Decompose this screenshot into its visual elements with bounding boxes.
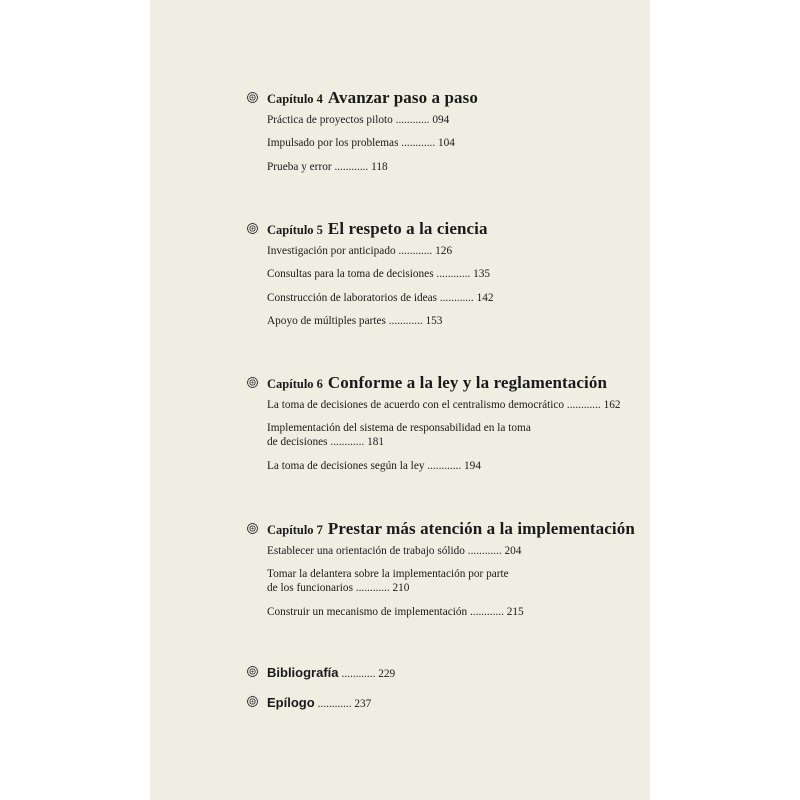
chapter-heading (246, 88, 646, 110)
chapter-4 (246, 88, 646, 183)
chapter-heading (246, 373, 646, 395)
chapter-heading (246, 519, 646, 541)
extra-page: ............ 237 (317, 698, 372, 710)
chapter-title: Prestar más atención a la implementación (327, 519, 635, 538)
chapter-label: Capítulo 5 (267, 223, 323, 237)
entry-line: de los funcionarios ............ 210 (267, 582, 410, 595)
chapter-title: El respeto a la ciencia (327, 219, 488, 238)
entry-list (267, 544, 646, 619)
chapter-label: Capítulo 6 (267, 377, 323, 391)
toc-entry[interactable]: Prueba y error ............ 118 (267, 160, 388, 173)
concentric-circles-icon (246, 222, 259, 235)
concentric-circles-icon (246, 522, 259, 535)
concentric-circles-icon (246, 665, 259, 678)
concentric-circles-icon (246, 695, 259, 708)
entry-list (267, 244, 646, 328)
entry-line: de decisiones ............ 181 (267, 436, 385, 449)
concentric-circles-icon (246, 91, 259, 104)
chapter-title: Avanzar paso a paso (327, 88, 478, 107)
chapter-label: Capítulo 4 (267, 92, 323, 106)
toc-entry[interactable]: Investigación por anticipado ............ 126 (267, 245, 453, 257)
toc-entry[interactable] (267, 421, 646, 449)
toc-entry[interactable]: La toma de decisiones de acuerdo con el centralismo democrático ............ 162 (267, 399, 621, 411)
toc-entry[interactable] (267, 567, 646, 595)
toc-entry[interactable]: Consultas para la toma de decisiones ............ 135 (267, 268, 491, 281)
chapter-7 (246, 519, 646, 628)
chapter-title: Conforme a la ley y la reglamentación (327, 373, 608, 392)
toc-entry[interactable]: Establecer una orientación de trabajo sólido ............ 204 (267, 545, 522, 557)
extra-title: Bibliografía (267, 665, 339, 680)
chapter-5 (246, 219, 646, 338)
entry-line: Implementación del sistema de responsabilidad en la toma (267, 422, 531, 435)
entry-list (267, 113, 646, 174)
chapter-label: Capítulo 7 (267, 523, 323, 537)
concentric-circles-icon (246, 376, 259, 389)
extra-page: ............ 229 (341, 668, 396, 680)
toc-entry[interactable]: Apoyo de múltiples partes ............ 153 (267, 315, 443, 328)
toc-entry[interactable]: Práctica de proyectos piloto ............ 094 (267, 114, 450, 126)
chapter-heading (246, 219, 646, 241)
toc-entry[interactable]: Construir un mecanismo de implementación ............ 215 (267, 605, 524, 618)
entry-list (267, 398, 646, 473)
toc-entry[interactable]: Impulsado por los problemas ............ 104 (267, 137, 455, 150)
entry-line: Tomar la delantera sobre la implementación por parte (267, 568, 509, 581)
chapter-6 (246, 373, 646, 482)
toc-entry[interactable]: La toma de decisiones según la ley ............ 194 (267, 459, 481, 472)
bibliography-entry[interactable] (246, 664, 395, 680)
epilogue-entry[interactable] (246, 694, 371, 710)
toc-entry[interactable]: Construcción de laboratorios de ideas ............ 142 (267, 291, 494, 304)
extra-title: Epílogo (267, 695, 315, 710)
book-page (150, 0, 650, 800)
